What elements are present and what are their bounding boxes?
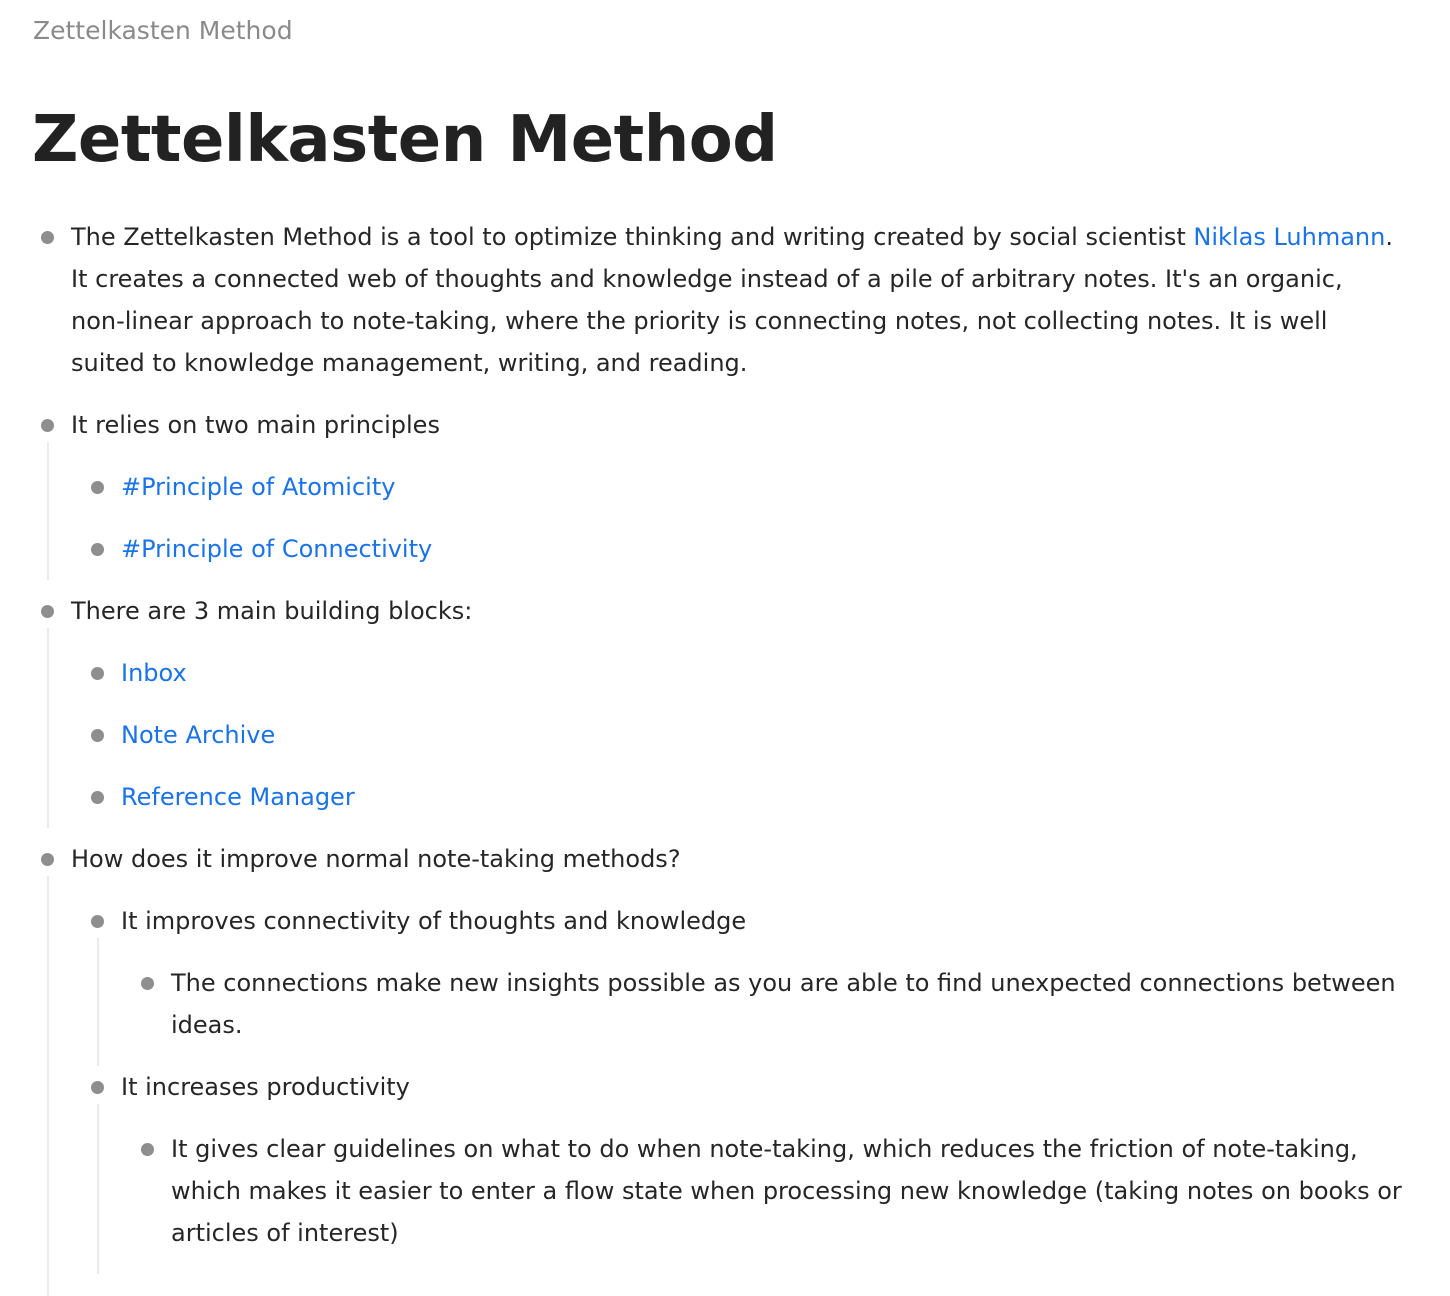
block-text[interactable]: There are 3 main building blocks: <box>71 597 473 625</box>
bullet-dot[interactable] <box>91 543 104 556</box>
bullet-dot[interactable] <box>91 915 104 928</box>
children-group <box>0 466 1450 570</box>
bullet-dot[interactable] <box>91 729 104 742</box>
block-text[interactable]: It increases productivity <box>121 1073 410 1101</box>
bullet-dot[interactable] <box>91 481 104 494</box>
list-item[interactable] <box>0 528 1450 570</box>
children-group <box>0 962 1450 1046</box>
bullet-dot[interactable] <box>41 605 54 618</box>
list-item[interactable] <box>0 962 1450 1046</box>
list-item[interactable] <box>0 838 1450 880</box>
bullet-dot[interactable] <box>41 419 54 432</box>
bullet-dot[interactable] <box>141 1143 154 1156</box>
children-group <box>0 652 1450 818</box>
list-item[interactable] <box>0 900 1450 942</box>
bullet-dot[interactable] <box>141 977 154 990</box>
block-text[interactable]: The connections make new insights possible as you are able to find unexpected connections between ideas. <box>171 969 1396 1039</box>
block-text[interactable]: It improves connectivity of thoughts and knowledge <box>121 907 747 935</box>
block-text[interactable]: It relies on two main principles <box>71 411 440 439</box>
children-group <box>0 900 1450 1254</box>
breadcrumb[interactable]: Zettelkasten Method <box>33 16 293 45</box>
list-item[interactable] <box>0 1128 1450 1254</box>
page-link-note-archive[interactable]: Note Archive <box>121 721 276 749</box>
list-item[interactable] <box>0 404 1450 446</box>
list-item[interactable] <box>0 776 1450 818</box>
bullet-dot[interactable] <box>91 791 104 804</box>
list-item[interactable] <box>0 590 1450 632</box>
tag-link-principle-of-atomicity[interactable]: #Principle of Atomicity <box>121 473 396 501</box>
page-link-reference-manager[interactable]: Reference Manager <box>121 783 355 811</box>
list-item[interactable] <box>0 466 1450 508</box>
block-text[interactable]: How does it improve normal note-taking methods? <box>71 845 681 873</box>
bullet-dot[interactable] <box>41 231 54 244</box>
list-item[interactable] <box>0 216 1450 384</box>
list-item[interactable] <box>0 714 1450 756</box>
tag-link-principle-of-connectivity[interactable]: #Principle of Connectivity <box>121 535 433 563</box>
list-item[interactable] <box>0 1066 1450 1108</box>
page-link-inbox[interactable]: Inbox <box>121 659 187 687</box>
children-group <box>0 1128 1450 1254</box>
list-item[interactable] <box>0 652 1450 694</box>
bullet-dot[interactable] <box>91 667 104 680</box>
block-text[interactable]: It gives clear guidelines on what to do when note-taking, which reduces the friction of note-taking, which makes it easier to enter a flow state when processing new knowledge (taking notes on books or articles of interest) <box>171 1135 1402 1247</box>
page-outline <box>0 216 1450 1274</box>
block-text[interactable]: The Zettelkasten Method is a tool to optimize thinking and writing created by social scientist Niklas Luhmann. It creates a connected web of thoughts and knowledge instead of a pile of arbitrary notes. It's an organic, non-linear approach to note-taking, where the priority is connecting notes, not collecting notes. It is well suited to knowledge management, writing, and reading. <box>71 223 1393 377</box>
bullet-dot[interactable] <box>41 853 54 866</box>
page-title[interactable]: Zettelkasten Method <box>32 103 778 177</box>
page-link-niklas-luhmann[interactable]: Niklas Luhmann <box>1193 223 1386 251</box>
bullet-dot[interactable] <box>91 1081 104 1094</box>
